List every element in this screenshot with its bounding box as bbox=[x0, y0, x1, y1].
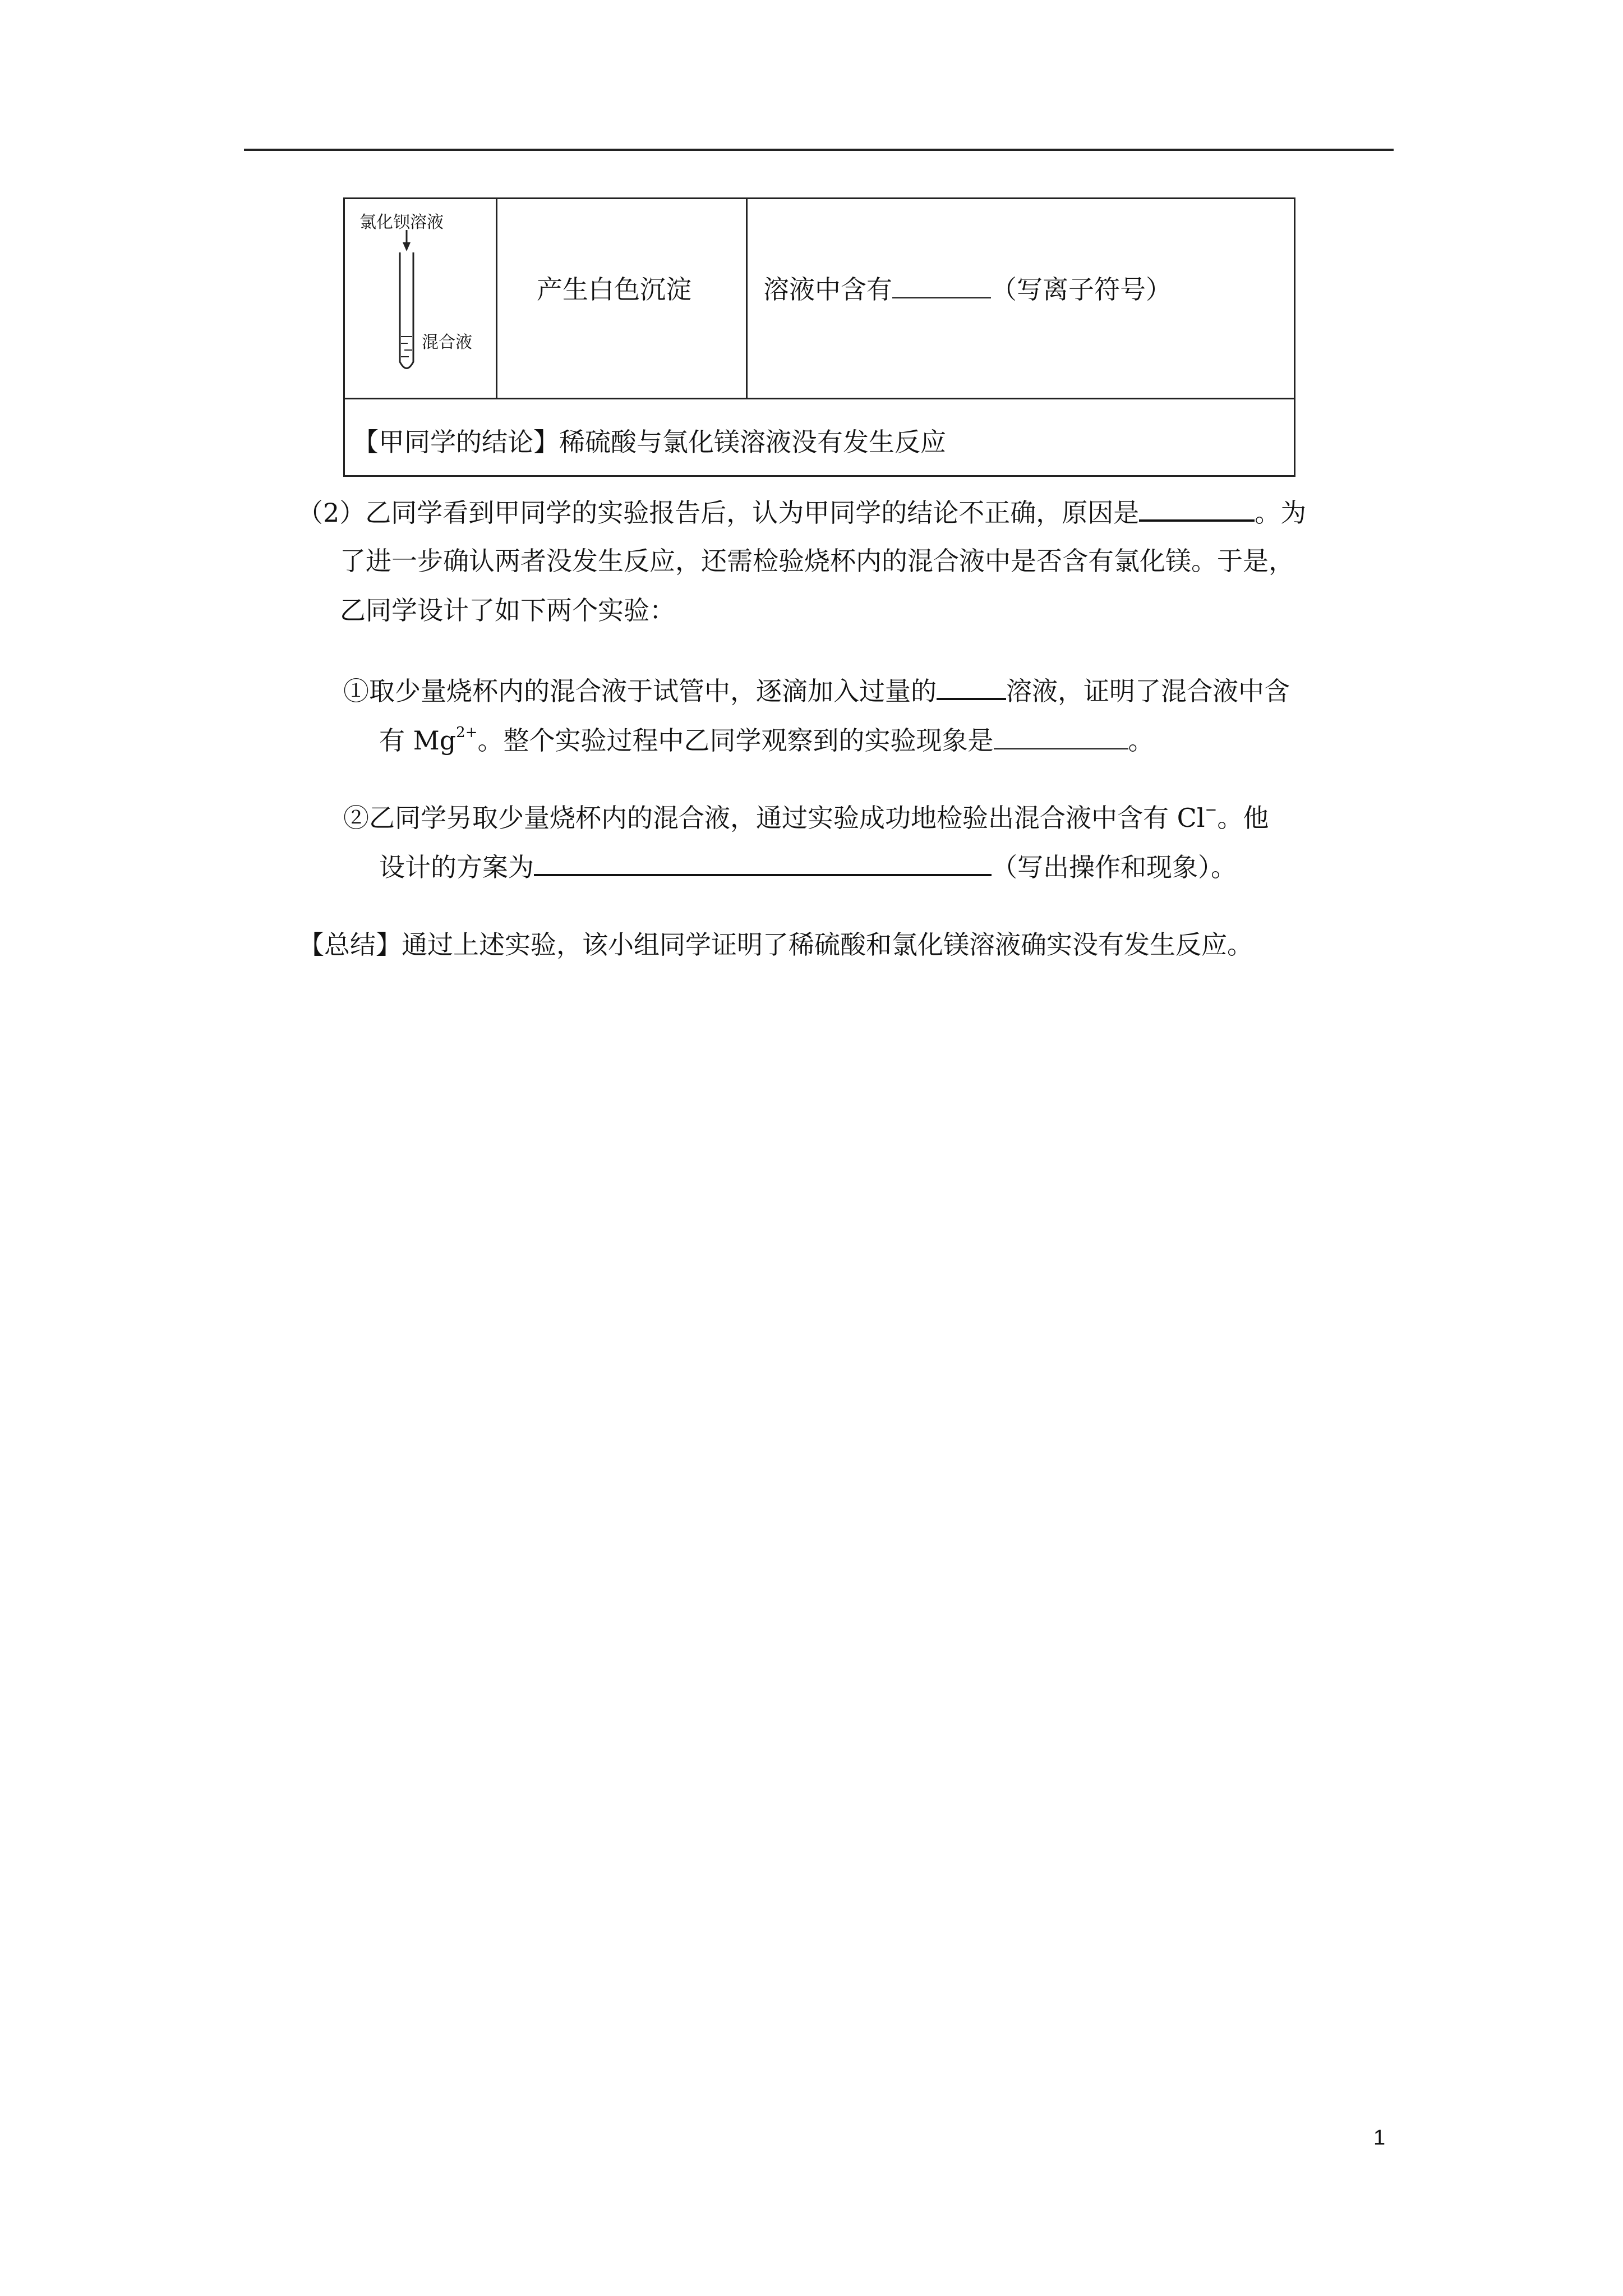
q2-line-3: 乙同学设计了如下两个实验： bbox=[340, 595, 675, 625]
header-rule bbox=[244, 149, 1394, 151]
table-row bbox=[345, 399, 1294, 477]
test-tube-icon bbox=[379, 230, 429, 376]
conclusion-text: 溶液中含有 （写离子符号） bbox=[763, 274, 1172, 305]
summary: 【总结】通过上述实验，该小组同学证明了稀硫酸和氯化镁溶液确实没有发生反应。 bbox=[298, 930, 1253, 960]
answer-blank[interactable] bbox=[1139, 519, 1255, 522]
apparatus-cell bbox=[345, 199, 497, 398]
reagent-label: 氯化钡溶液 bbox=[359, 213, 444, 232]
answer-blank[interactable] bbox=[994, 748, 1128, 749]
table-row bbox=[345, 199, 1294, 399]
exp2-line-2: 设计的方案为 （写出操作和现象）。 bbox=[379, 852, 1237, 882]
mixture-label: 混合液 bbox=[422, 333, 472, 352]
exp1-line-2: 有 $Mg^{2+}$。整个实验过程中乙同学观察到的实验现象是 。 bbox=[379, 724, 1154, 756]
exp2-line-1: ②乙同学另取少量烧杯内的混合液，通过实验成功地检验出混合液中含有 Cl−。他 bbox=[343, 802, 1269, 833]
answer-blank[interactable] bbox=[534, 873, 992, 876]
answer-blank[interactable] bbox=[937, 697, 1006, 700]
phenomenon-cell bbox=[497, 199, 748, 398]
conclusion-cell bbox=[748, 199, 1295, 398]
phenomenon-text: 产生白色沉淀 bbox=[537, 274, 691, 305]
exp1-line-1: ①取少量烧杯内的混合液于试管中，逐滴加入过量的 溶液，证明了混合液中含 bbox=[343, 676, 1290, 706]
q2-line-2: 了进一步确认两者没发生反应，还需检验烧杯内的混合液中是否含有氯化镁。于是， bbox=[340, 546, 1294, 576]
student-a-conclusion: 【甲同学的结论】稀硫酸与氯化镁溶液没有发生反应 bbox=[353, 427, 946, 457]
page-number: 1 bbox=[1373, 2126, 1386, 2150]
q2-line-1: （2）乙同学看到甲同学的实验报告后，认为甲同学的结论不正确，原因是 。为 bbox=[297, 498, 1307, 528]
experiment-table bbox=[343, 197, 1295, 477]
answer-blank[interactable] bbox=[892, 297, 991, 298]
